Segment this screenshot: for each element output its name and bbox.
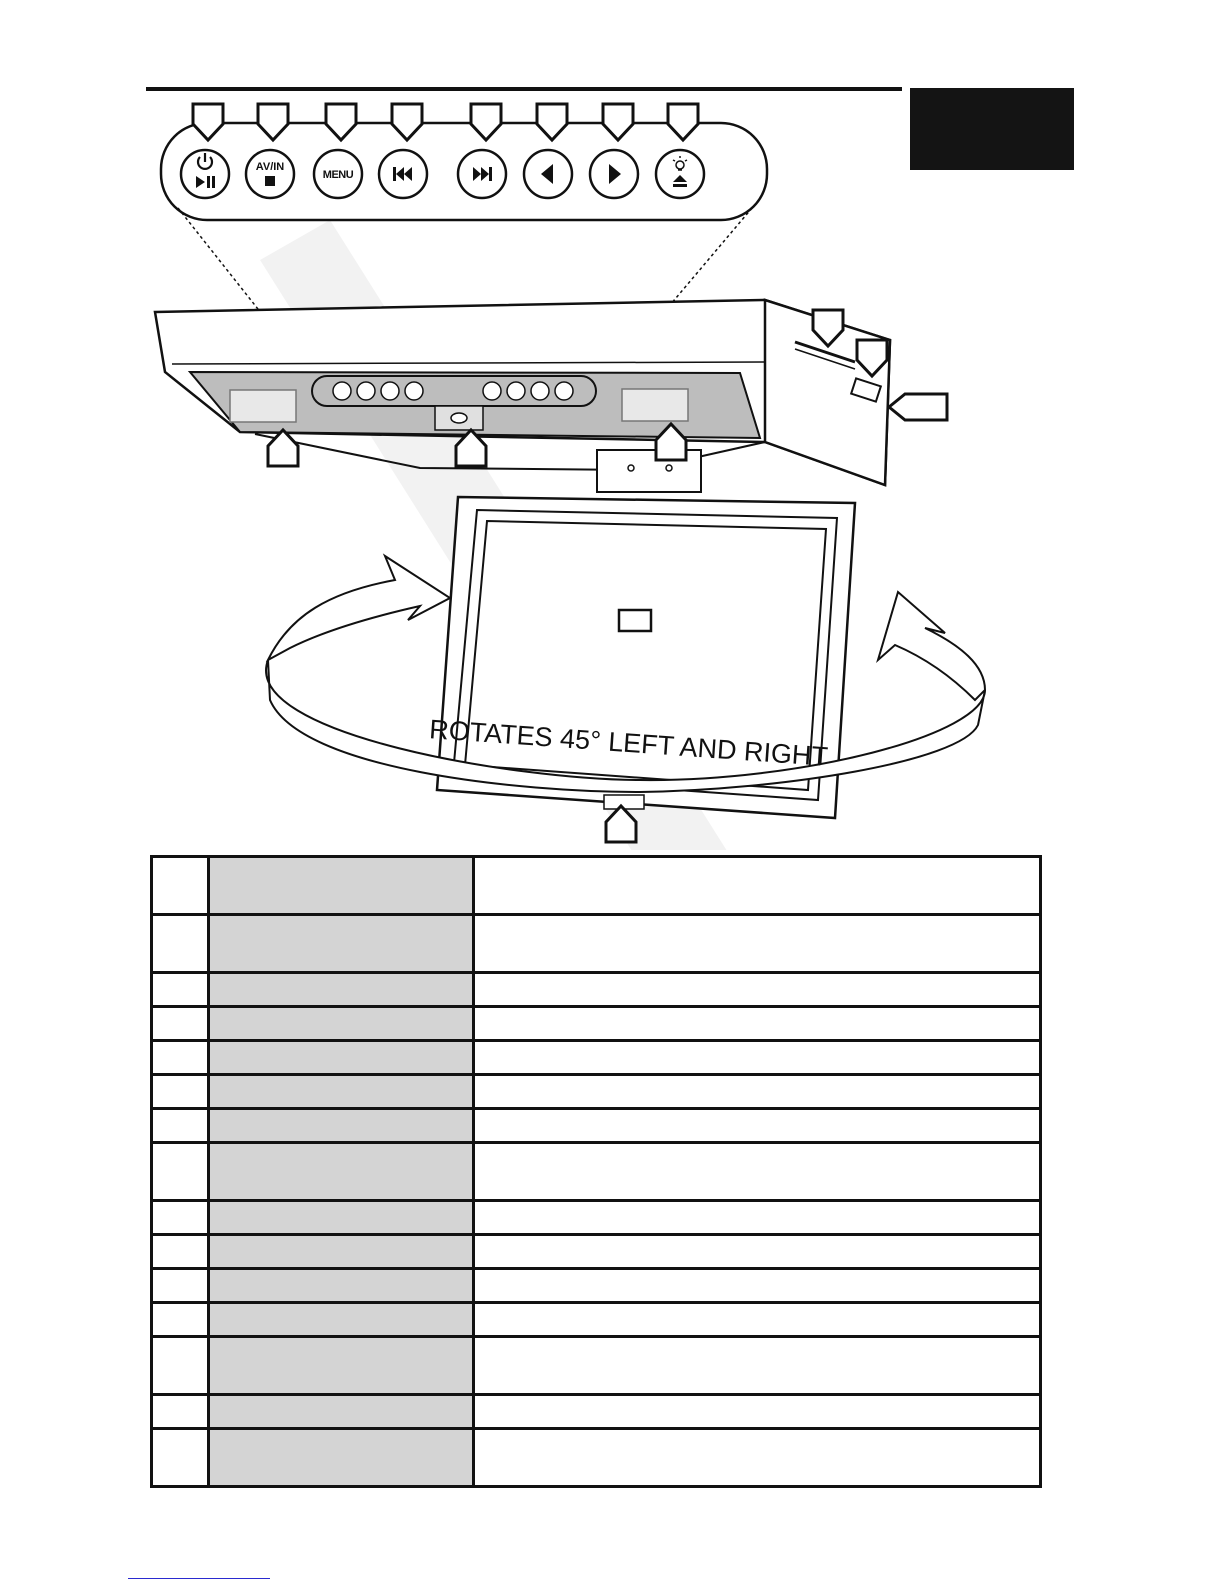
table-cell-name: [209, 1201, 474, 1235]
unit-button-strip: [312, 376, 596, 406]
stop-icon: [265, 176, 275, 186]
table-cell-desc: [474, 1201, 1041, 1235]
table-cell-name: [209, 1395, 474, 1429]
table-cell-num: [152, 1109, 209, 1143]
table-cell-num: [152, 1201, 209, 1235]
table-cell-num: [152, 1075, 209, 1109]
table-cell-name: [209, 915, 474, 973]
table-cell-desc: [474, 973, 1041, 1007]
table-cell-name: [209, 1337, 474, 1395]
table-cell-num: [152, 1269, 209, 1303]
parts-table: [150, 855, 1042, 1488]
table-cell-desc: [474, 857, 1041, 915]
table-row: [152, 973, 1041, 1007]
av-in-label: AV/IN: [255, 161, 285, 173]
table-cell-num: [152, 1303, 209, 1337]
table-row: [152, 1235, 1041, 1269]
table-row: [152, 915, 1041, 973]
table-cell-num: [152, 1143, 209, 1201]
table-cell-name: [209, 1041, 474, 1075]
table-cell-name: [209, 1143, 474, 1201]
table-cell-desc: [474, 1109, 1041, 1143]
rotation-caption: ROTATES 45° LEFT AND RIGHT: [428, 714, 829, 772]
table-row: [152, 1075, 1041, 1109]
table-cell-num: [152, 1235, 209, 1269]
table-row: [152, 857, 1041, 915]
table-cell-num: [152, 857, 209, 915]
table-cell-name: [209, 1007, 474, 1041]
table-cell-name: [209, 1269, 474, 1303]
table-cell-desc: [474, 1429, 1041, 1487]
menu-label: MENU: [322, 169, 354, 181]
table-cell-num: [152, 1429, 209, 1487]
table-cell-name: [209, 1235, 474, 1269]
table-cell-name: [209, 1429, 474, 1487]
callout-marker: [889, 394, 947, 420]
table-row: [152, 1429, 1041, 1487]
power-play-pause-button[interactable]: [181, 150, 229, 198]
table-cell-desc: [474, 1395, 1041, 1429]
table-cell-name: [209, 1303, 474, 1337]
table-cell-num: [152, 1395, 209, 1429]
right-button[interactable]: [590, 150, 638, 198]
av-in-stop-button[interactable]: [246, 150, 294, 198]
table-cell-desc: [474, 1269, 1041, 1303]
table-cell-desc: [474, 915, 1041, 973]
table-cell-desc: [474, 1235, 1041, 1269]
left-speaker: [230, 390, 296, 422]
table-cell-desc: [474, 1143, 1041, 1201]
table-row: [152, 1007, 1041, 1041]
table-cell-num: [152, 1041, 209, 1075]
table-row: [152, 1143, 1041, 1201]
table-row: [152, 1041, 1041, 1075]
table-row: [152, 1109, 1041, 1143]
table-row: [152, 1201, 1041, 1235]
callout-marker: [268, 430, 298, 466]
next-button[interactable]: [458, 150, 506, 198]
table-row: [152, 1337, 1041, 1395]
table-row: [152, 1269, 1041, 1303]
dvd-unit-body: [155, 300, 890, 492]
table-cell-num: [152, 973, 209, 1007]
screen-callout-box: [619, 610, 651, 631]
table-cell-desc: [474, 1007, 1041, 1041]
table-cell-name: [209, 1109, 474, 1143]
table-cell-name: [209, 1075, 474, 1109]
previous-button[interactable]: [379, 150, 427, 198]
table-cell-num: [152, 1007, 209, 1041]
table-cell-desc: [474, 1337, 1041, 1395]
table-cell-name: [209, 857, 474, 915]
table-cell-num: [152, 1337, 209, 1395]
table-cell-desc: [474, 1303, 1041, 1337]
footer-link-underline[interactable]: [128, 1578, 270, 1579]
menu-button[interactable]: [314, 150, 362, 198]
table-row: [152, 1303, 1041, 1337]
right-speaker: [622, 389, 688, 421]
light-eject-button[interactable]: [656, 150, 704, 198]
table-cell-num: [152, 915, 209, 973]
left-button[interactable]: [524, 150, 572, 198]
table-cell-desc: [474, 1075, 1041, 1109]
table-cell-desc: [474, 1041, 1041, 1075]
table-row: [152, 1395, 1041, 1429]
table-cell-name: [209, 973, 474, 1007]
